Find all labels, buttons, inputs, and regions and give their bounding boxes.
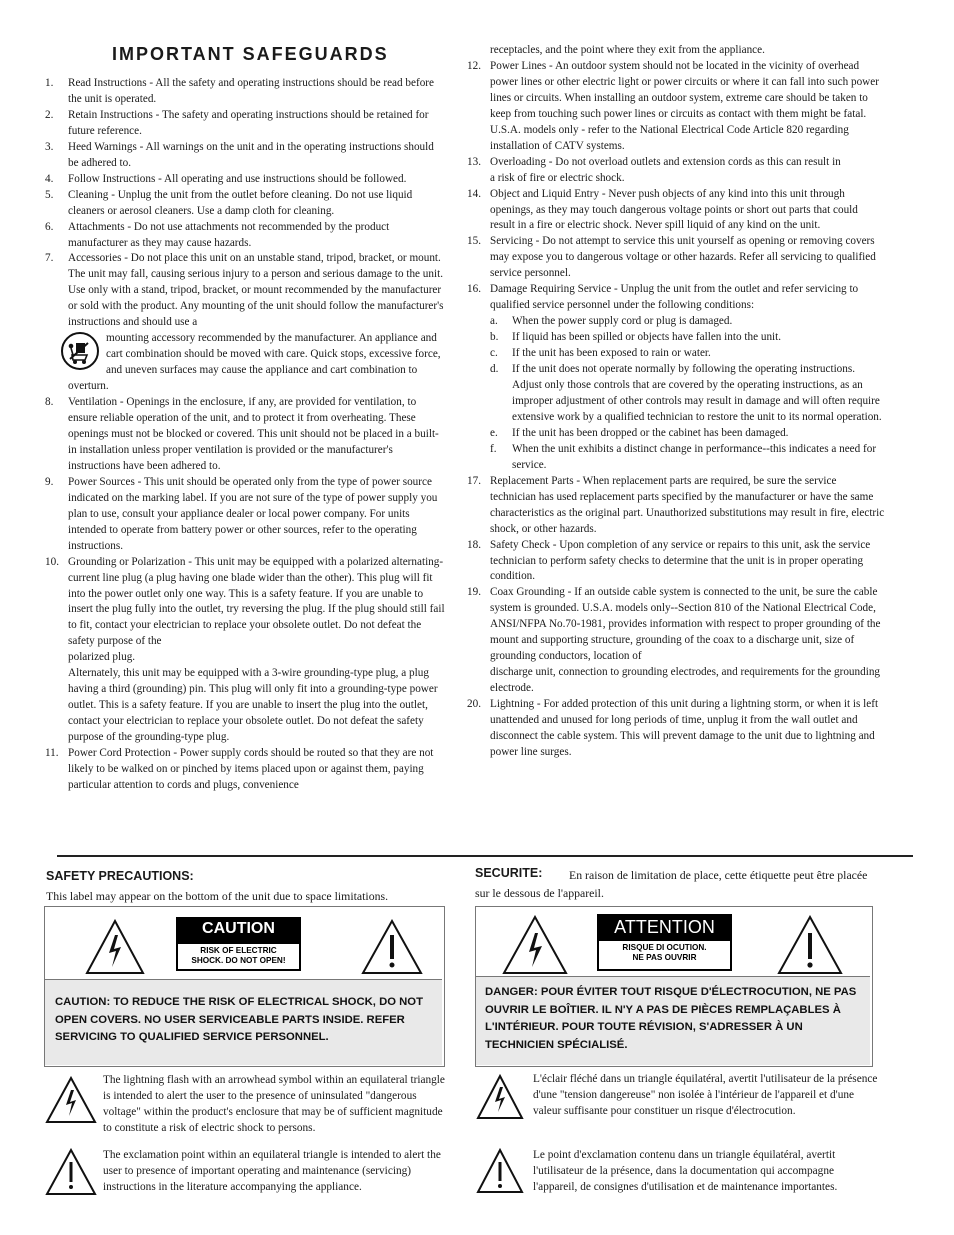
lightning-symbol-description-fr: L'éclair fléché dans un triangle équilatéral, avertit l'utilisateur de la présence d'une "tension dangereuse" non isolée à l'intérieur de l'appareil et d'une valeur suffisante pour constituer un risque d'électrocution. <box>533 1073 878 1117</box>
attention-label: ATTENTION RISQUE DI OCUTION. NE PAS OUVRIR <box>597 914 732 971</box>
attention-label-box <box>475 906 873 1067</box>
page-title: IMPORTANT SAFEGUARDS <box>112 44 389 64</box>
safeguard-item: 6. Attachments - Do not use attachments not recommended by the product manufacturer as they may cause hazards. <box>45 220 390 249</box>
safeguard-item: 2. Retain Instructions - The safety and operating instructions should be retained for future reference. <box>45 108 429 137</box>
safeguard-item: 12. Power Lines - An outdoor system should not be located in the vicinity of overhead power lines or other electric light or power circuits or where it can fall into such power lines or circuits. When installing an outdoor system, extreme care should be taken to keep from touching such power lines or circuits as contact with them might be fatal. U.S.A. models only - refer to the National Electrical Code Article 820 regarding installation of CATV systems. <box>467 59 879 152</box>
safeguard-item: 19. Coax Grounding - If an outside cable system is connected to the unit, be sure the cable system is grounded. U.S.A. models only--Section 810 of the National Electrical Code, ANSI/NFPA No.70-1981, provides information with respect to proper grounding of the mount and supporting structure, grounding of the coax to a discharge unit, size of grounding conductors, location of discharge unit, connection to grounding electrodes, and requirements for the grounding electrode. <box>467 586 881 695</box>
safeguard-item: 5. Cleaning - Unplug the unit from the outlet before cleaning. Do not use liquid cleaners or aerosol cleaners. Use a damp cloth for cleaning. <box>45 188 413 217</box>
attention-warning-text: DANGER: POUR ÉVITER TOUT RISQUE D'ÉLECTROCUTION, NE PAS OUVRIR LE BOÎTIER. IL N'Y A PAS DE PIÈCES REMPLAÇABLES À L'INTÉRIEUR. POUR TOUTE RÉVISION, S'ADRESSER À UN TECHNICIEN SPÉCIALISÉ. <box>476 976 870 1065</box>
exclamation-triangle-icon <box>361 919 423 975</box>
exclamation-triangle-icon <box>45 1148 97 1196</box>
safeguard-item: 13. Overloading - Do not overload outlets and extension cords as this can result in a risk of fire or electric shock. <box>467 155 841 184</box>
safeguard-item: 18. Safety Check - Upon completion of any service or repairs to this unit, ask the service technician to perform safety checks to determine that the unit is in proper operating condition. <box>467 538 871 583</box>
lightning-triangle-icon <box>45 1076 97 1124</box>
safeguard-item-continued: receptacles, and the point where they exit from the appliance. <box>490 44 765 56</box>
condition-item: d. If the unit does not operate normally by following the operating instructions. Adjust only those controls that are covered by the operating instructions, as an improper adjustment of other controls may result in damage and will often require extensive work by a qualified technician to restore the unit to its normal operation. <box>490 363 882 423</box>
exclamation-symbol-description: The exclamation point within an equilateral triangle is intended to alert the user to presence of important operating and maintenance (servicing) instructions in the literature accompanying the appliance. <box>103 1149 441 1193</box>
lightning-triangle-icon <box>85 919 145 975</box>
lightning-triangle-icon <box>502 915 568 975</box>
exclamation-triangle-icon <box>777 915 843 975</box>
securite-subtext: En raison de limitation de place, cette étiquette peut être placée sur le dessous de l'appareil. <box>475 868 868 900</box>
lightning-triangle-icon <box>476 1074 524 1120</box>
condition-item: e. If the unit has been dropped or the cabinet has been damaged. <box>490 426 789 439</box>
safeguard-item: 7. Accessories - Do not place this unit on an unstable stand, tripod, bracket, or mount. The unit may fall, causing serious injury to a person and serious damage to the unit. Use only with a stand, tripod, bracket, or mount recommended by the manufacturer or sold with the product. Any mounting of the unit should follow the manufacturer's instructions and should use a mounting accessory recommended by the manufacturer. An appliance and cart combination should be moved with care. Quick stops, excessive force, and uneven surfaces may cause the appliance and cart combination to overturn. <box>45 252 444 393</box>
caution-label: CAUTION RISK OF ELECTRIC SHOCK. DO NOT OPEN! <box>176 917 301 971</box>
lightning-symbol-description: The lightning flash with an arrowhead symbol within an equilateral triangle is intended to alert the user to the presence of uninsulated "dangerous voltage" within the product's enclosure that may be of sufficient magnitude to constitute a risk of electric shock to persons. <box>103 1074 445 1134</box>
safeguard-item: 16. Damage Requiring Service - Unplug the unit from the outlet and refer servicing to qualified service personnel under the following conditions: a. When the power supply cord or plug is damaged. b. If liquid has been spilled or objects have fallen into the unit. c. If the unit has been exposed to rain or water. d. If the unit does not operate normally by following the operating instructions. Adjust only those controls that are covered by the operating instructions, as an improper adjustment of other controls may result in damage and will often require extensive work by a qualified technician to restore the unit to its normal operation. e. If the unit has been dropped or the cabinet has been damaged. f. When the unit exhibits a distinct change in performance--this indicates a need for service. <box>467 282 885 473</box>
securite-heading: SECURITE: <box>475 866 543 880</box>
safeguard-item: 11. Power Cord Protection - Power supply cords should be routed so that they are not likely to be walked on or pinched by items placed upon or against them, paying particular attention to cords and plugs, convenience <box>45 747 434 791</box>
exclamation-triangle-icon <box>476 1148 524 1194</box>
cart-warning-icon <box>60 331 100 371</box>
condition-item: a. When the power supply cord or plug is damaged. <box>490 315 733 328</box>
safeguard-item: 20. Lightning - For added protection of this unit during a lightning storm, or when it is left unattended and unused for long periods of time, unplug it from the wall outlet and disconnect the cable system. This will prevent damage to the unit due to lightning and power line surges. <box>467 698 879 758</box>
safeguard-item: 9. Power Sources - This unit should be operated only from the type of power source indicated on the marking label. If you are not sure of the type of power supply you plan to use, consult your appliance dealer or local power company. For units intended to operate from battery power or other sources, refer to the operating instructions. <box>45 475 438 552</box>
safeguards-left-column <box>45 76 447 794</box>
safeguard-item: 14. Object and Liquid Entry - Never push objects of any kind into this unit through openings, as they may touch dangerous voltage points or short out parts that could result in a fire or electric shock. Never spill liquid of any kind on the unit. <box>467 187 858 232</box>
exclamation-symbol-description-fr: Le point d'exclamation contenu dans un triangle équilatéral, avertit l'utilisateur de la présence, dans la documentation qui accompagne l'appareil, de consignes d'utilisation et de maintenance importantes. <box>533 1149 838 1193</box>
safeguard-item: 1. Read Instructions - All the safety and operating instructions should be read before the unit is operated. <box>45 77 434 105</box>
caution-label-box <box>44 906 445 1067</box>
safeguard-item: 10. Grounding or Polarization - This unit may be equipped with a polarized alternating-current line plug (a plug having one blade wider than the other). This plug will fit into the power outlet only one way. This is a safety feature. If you are unable to insert the plug fully into the outlet, try reversing the plug. If the plug should still fail to fit, contact your electrician to replace your obsolete outlet. Do not defeat the safety purpose of the polarized plug. Alternately, this unit may be equipped with a 3-wire grounding-type plug, a plug having a third (grounding) pin. This plug will only fit into a grounding-type power outlet. This is a safety feature. If you are unable to insert the plug into the outlet, contact your electrician to replace your obsolete outlet. Do not defeat the safety purpose of the grounding-type plug. <box>45 555 445 744</box>
safety-subtext: This label may appear on the bottom of the unit due to space limitations. <box>46 889 389 903</box>
safeguard-item: 3. Heed Warnings - All warnings on the unit and in the operating instructions should be adhered to. <box>45 140 434 169</box>
safeguard-item: 15. Servicing - Do not attempt to service this unit yourself as opening or removing covers may expose you to dangerous voltage or other hazards. Refer all servicing to qualified service personnel. <box>467 235 876 280</box>
safeguards-right-column <box>467 43 885 761</box>
safeguard-item: 4. Follow Instructions - All operating and use instructions should be followed. <box>45 172 407 185</box>
safeguard-item: 17. Replacement Parts - When replacement parts are required, be sure the service technician has used replacement parts specified by the manufacturer or have the same characteristics as the original part. Unauthorized substitutions may result in fire, electric shock, or other hazards. <box>467 474 885 535</box>
caution-warning-text: CAUTION: TO REDUCE THE RISK OF ELECTRICAL SHOCK, DO NOT OPEN COVERS. NO USER SERVICEABLE PARTS INSIDE. REFER SERVICING TO QUALIFIED SERVICE PERSONNEL. <box>45 979 442 1065</box>
condition-item: b. If liquid has been spilled or objects have fallen into the unit. <box>490 331 782 344</box>
safeguard-item: 8. Ventilation - Openings in the enclosure, if any, are provided for ventilation, to ensure reliable operation of the unit, and to protect it from overheating. These openings must not be blocked or covered. This unit should not be placed in a built-in installation unless proper ventilation is provided or the manufacturer's instructions have been adhered to. <box>45 396 439 472</box>
safety-heading: SAFETY PRECAUTIONS: <box>46 869 194 883</box>
condition-item: c. If the unit has been exposed to rain or water. <box>490 347 711 360</box>
section-divider <box>57 855 913 857</box>
condition-item: f. When the unit exhibits a distinct change in performance--this indicates a need for service. <box>490 442 877 471</box>
